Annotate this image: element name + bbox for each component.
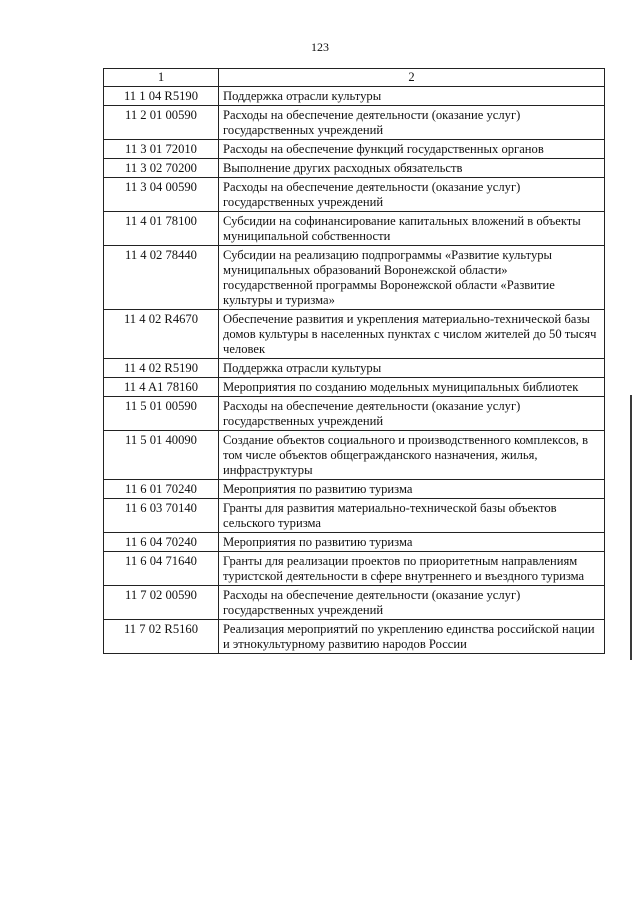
expense-description: Мероприятия по созданию модельных муниципальных библиотек <box>219 378 605 397</box>
classification-code: 11 3 01 72010 <box>104 140 219 159</box>
classification-code: 11 6 04 71640 <box>104 552 219 586</box>
classification-code: 11 4 A1 78160 <box>104 378 219 397</box>
scan-margin-mark <box>630 395 632 660</box>
table-row <box>104 480 605 499</box>
table-row <box>104 159 605 178</box>
table-row <box>104 246 605 310</box>
table-row <box>104 212 605 246</box>
table-row <box>104 397 605 431</box>
table-header <box>104 69 605 87</box>
table-row <box>104 359 605 378</box>
classification-code: 11 6 01 70240 <box>104 480 219 499</box>
classification-code: 11 7 02 R5160 <box>104 620 219 654</box>
expense-description: Поддержка отрасли культуры <box>219 359 605 378</box>
expense-description: Поддержка отрасли культуры <box>219 87 605 106</box>
classification-code: 11 3 04 00590 <box>104 178 219 212</box>
classification-code: 11 6 03 70140 <box>104 499 219 533</box>
column-header-2: 2 <box>219 69 605 87</box>
classification-code: 11 6 04 70240 <box>104 533 219 552</box>
classification-code: 11 3 02 70200 <box>104 159 219 178</box>
expense-description: Расходы на обеспечение деятельности (оказание услуг) государственных учреждений <box>219 397 605 431</box>
classification-code: 11 5 01 00590 <box>104 397 219 431</box>
expense-description: Расходы на обеспечение функций государственных органов <box>219 140 605 159</box>
page-number: 123 <box>311 40 329 54</box>
expense-description: Создание объектов социального и производственного комплексов, в том числе объектов общегражданского назначения, жилья, инфраструктуры <box>219 431 605 480</box>
expense-description: Обеспечение развития и укрепления материально-технической базы домов культуры в населенных пунктах с числом жителей до 50 тысяч человек <box>219 310 605 359</box>
expense-description: Субсидии на софинансирование капитальных вложений в объекты муниципальной собственности <box>219 212 605 246</box>
classification-code: 11 5 01 40090 <box>104 431 219 480</box>
expense-description: Мероприятия по развитию туризма <box>219 480 605 499</box>
table-body <box>104 87 605 654</box>
classification-code: 11 2 01 00590 <box>104 106 219 140</box>
table-row <box>104 87 605 106</box>
expense-description: Реализация мероприятий по укреплению единства российской нации и этнокультурному развитию народов России <box>219 620 605 654</box>
table-row <box>104 620 605 654</box>
table-row <box>104 533 605 552</box>
classification-code: 11 4 02 R5190 <box>104 359 219 378</box>
expense-description: Расходы на обеспечение деятельности (оказание услуг) государственных учреждений <box>219 586 605 620</box>
classification-code: 11 7 02 00590 <box>104 586 219 620</box>
table-row <box>104 431 605 480</box>
table-row <box>104 499 605 533</box>
expense-description: Гранты для развития материально-технической базы объектов сельского туризма <box>219 499 605 533</box>
classification-code: 11 4 02 R4670 <box>104 310 219 359</box>
expense-description: Гранты для реализации проектов по приоритетным направлениям туристской деятельности в сфере внутреннего и въездного туризма <box>219 552 605 586</box>
classification-code: 11 4 02 78440 <box>104 246 219 310</box>
table-row <box>104 310 605 359</box>
expense-description: Мероприятия по развитию туризма <box>219 533 605 552</box>
table-row <box>104 586 605 620</box>
table-row <box>104 552 605 586</box>
budget-codes-table <box>103 68 605 654</box>
table-row <box>104 106 605 140</box>
classification-code: 11 4 01 78100 <box>104 212 219 246</box>
table-row <box>104 140 605 159</box>
classification-code: 11 1 04 R5190 <box>104 87 219 106</box>
header-row <box>104 69 605 87</box>
expense-description: Выполнение других расходных обязательств <box>219 159 605 178</box>
table-row <box>104 178 605 212</box>
expense-description: Субсидии на реализацию подпрограммы «Развитие культуры муниципальных образований Воронежской области» государственной программы Воронежской области «Развитие культуры и туризма» <box>219 246 605 310</box>
table-row <box>104 378 605 397</box>
column-header-1: 1 <box>104 69 219 87</box>
expense-description: Расходы на обеспечение деятельности (оказание услуг) государственных учреждений <box>219 106 605 140</box>
expense-description: Расходы на обеспечение деятельности (оказание услуг) государственных учреждений <box>219 178 605 212</box>
